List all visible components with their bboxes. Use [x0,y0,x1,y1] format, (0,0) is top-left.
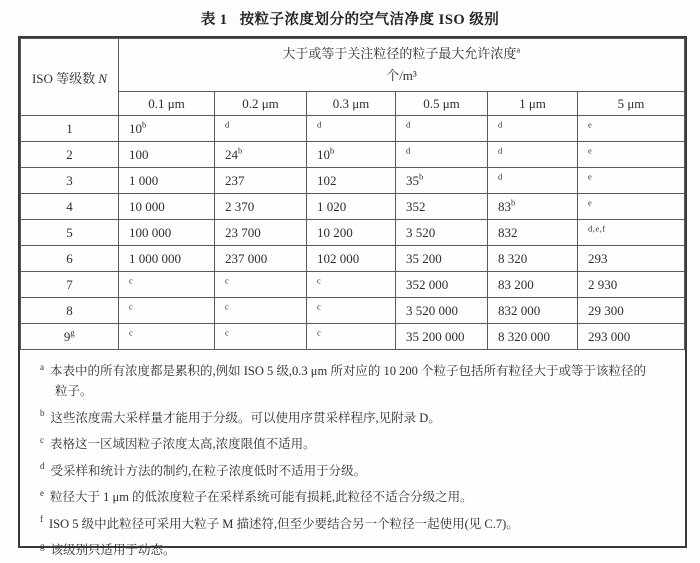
footnote-marker-c: c [40,434,44,445]
concentration-cell: 102 [307,168,396,194]
concentration-cell: 10$^b$ [307,142,396,168]
concentration-cell: 2 370 [215,194,307,220]
concentration-cell: 2 930 [578,272,685,298]
concentration-cell: 293 [578,246,685,272]
footnote-ref-b: b [419,171,424,182]
iso-class-cell: 5 [21,220,119,246]
header-iso-class: ISO 等级数 N [21,39,119,116]
concentration-cell: 83 200 [488,272,578,298]
concentration-cell: 237 000 [215,246,307,272]
table-row [21,116,685,142]
footnote-marker-f: f [40,514,43,525]
header-max-concentration [119,39,685,92]
footnote-ref-d: d [498,171,503,182]
header-max-concentration-line1: 大于或等于关注粒径的粒子最大允许浓度$^a$ [282,44,521,61]
iso-class-cell: 1 [21,116,119,142]
concentration-cell: 3 520 000 [396,298,488,324]
table-row [21,194,685,220]
footnote-ref-e: e [588,119,593,130]
concentration-cell [578,194,685,220]
header-size-5um: 5 μm [578,92,685,116]
footnote-ref-e: e [588,171,593,182]
footnote-text: 这些浓度需大采样量才能用于分级。可以使用序贯采样程序,见附录 D。 [50,410,441,425]
footnote-ref-c: c [225,275,230,286]
concentration-cell: 35 200 000 [396,324,488,350]
footnote-ref-c: c [225,327,230,338]
iso-class-rows [21,116,685,350]
concentration-cell: 237 [215,168,307,194]
header-unit: 个/m³ [386,68,417,83]
footnote-marker-g: g [40,540,45,551]
footnote-e [40,487,657,507]
table-title [0,8,700,29]
footnote-ref-c: c [317,327,322,338]
concentration-cell: 8 320 000 [488,324,578,350]
footnote-ref-a: a [516,44,521,55]
concentration-cell [215,272,307,298]
table-title-number: 表 1 [200,12,228,28]
footnote-ref-d: d [406,145,411,156]
concentration-cell [307,324,396,350]
concentration-cell: 29 300 [578,298,685,324]
footnote-text: 表格这一区域因粒子浓度太高,浓度限值不适用。 [50,437,316,451]
table-row [21,168,685,194]
concentration-cell [119,272,215,298]
footnote-ref-c: c [129,301,134,312]
footnote-ref-d: d [317,119,322,130]
table-row [21,324,685,350]
concentration-cell: 832 000 [488,298,578,324]
concentration-cell: 352 000 [396,272,488,298]
concentration-cell: 8 320 [488,246,578,272]
iso-class-cell: 8 [21,298,119,324]
iso-class-cell: 9$^g$ [21,324,119,350]
footnote-ref-c: c [317,275,322,286]
footnote-ref-e: e [588,197,593,208]
footnote-marker-d: d [40,461,45,472]
footnote-ref-b: b [142,119,147,130]
concentration-cell [396,142,488,168]
concentration-cell [119,324,215,350]
concentration-cell: 1 000 [119,168,215,194]
concentration-cell: 100 000 [119,220,215,246]
header-size-0-3um: 0.3 μm [307,92,396,116]
concentration-cell: 102 000 [307,246,396,272]
table-row [21,298,685,324]
footnote-ref-c: c [129,275,134,286]
concentration-cell [215,324,307,350]
footnote-b [40,408,657,428]
table-row [21,142,685,168]
iso-class-cell: 2 [21,142,119,168]
table-title-text: 按粒子浓度划分的空气洁净度 ISO 级别 [239,12,500,28]
concentration-cell: 10$^b$ [119,116,215,142]
footnote-marker-b: b [40,408,45,419]
footnote-text: 该级别只适用于动态。 [50,543,176,557]
footnote-ref-d: d [406,119,411,130]
concentration-cell [488,168,578,194]
footnote-text: 受采样和统计方法的制约,在粒子浓度低时不适用于分级。 [50,463,367,478]
table-footnotes [20,350,685,560]
concentration-cell [488,116,578,142]
iso-class-cell: 7 [21,272,119,298]
concentration-cell: 83$^b$ [488,194,578,220]
footnote-ref-c: c [225,301,230,312]
concentration-cell: 35 200 [396,246,488,272]
iso-class-table-frame [18,36,687,557]
footnote-ref-c: c [317,301,322,312]
concentration-cell: 832 [488,220,578,246]
footnote-d [40,461,657,481]
concentration-cell: 24$^b$ [215,142,307,168]
concentration-cell: 293 000 [578,324,685,350]
concentration-cell [307,272,396,298]
table-row [21,272,685,298]
footnote-text: ISO 5 级中此粒径可采用大粒子 M 描述符,但至少要结合另一个粒径一起使用(见 C.7)。 [49,516,519,531]
table-row [21,246,685,272]
concentration-cell [578,116,685,142]
footnote-c [40,434,657,454]
footnote-a [40,361,657,401]
footnote-marker-a: a [40,361,44,372]
iso-class-cell: 3 [21,168,119,194]
footnote-f [40,514,657,534]
footnote-ref-d: d [225,119,230,130]
concentration-cell [488,142,578,168]
table-row [21,220,685,246]
iso-class-cell: 4 [21,194,119,220]
footnote-ref-d: d [498,119,503,130]
concentration-cell: 3 520 [396,220,488,246]
footnote-text: 本表中的所有浓度都是累积的,例如 ISO 5 级,0.3 μm 所对应的 10 200 个粒子包括所有粒径大于或等于该粒径的粒子。 [50,364,646,398]
footnote-ref-e: e [588,145,593,156]
footnote-text: 粒径大于 1 μm 的低浓度粒子在采样系统可能有损耗,此粒径不适合分级之用。 [50,490,473,504]
concentration-cell [578,168,685,194]
particle-size-header-row [21,92,685,116]
concentration-cell [396,116,488,142]
concentration-cell: 100 [119,142,215,168]
iso-class-table [20,38,685,350]
footnote-ref-b: b [238,145,243,156]
header-size-0-2um: 0.2 μm [215,92,307,116]
iso-class-cell: 6 [21,246,119,272]
footnote-ref-d: d [498,145,503,156]
concentration-cell [578,220,685,246]
concentration-cell: 23 700 [215,220,307,246]
header-size-0-1um: 0.1 μm [119,92,215,116]
concentration-cell: 1 020 [307,194,396,220]
footnote-marker-e: e [40,487,44,498]
concentration-cell [307,116,396,142]
concentration-cell: 1 000 000 [119,246,215,272]
concentration-cell: 35$^b$ [396,168,488,194]
concentration-cell: 352 [396,194,488,220]
footnote-g [40,540,657,560]
concentration-cell [215,298,307,324]
header-size-0-5um: 0.5 μm [396,92,488,116]
concentration-cell [578,142,685,168]
footnote-ref-c: c [129,327,134,338]
footnote-ref-b: b [511,197,516,208]
concentration-cell: 10 000 [119,194,215,220]
footnote-ref-g: g [70,327,76,338]
footnote-ref-d: d,e,f [588,223,606,234]
concentration-cell [119,298,215,324]
header-iso-class-variable: N [98,70,108,86]
concentration-cell [215,116,307,142]
header-size-1um: 1 μm [488,92,578,116]
concentration-cell: 10 200 [307,220,396,246]
concentration-cell [307,298,396,324]
footnote-ref-b: b [330,145,335,156]
